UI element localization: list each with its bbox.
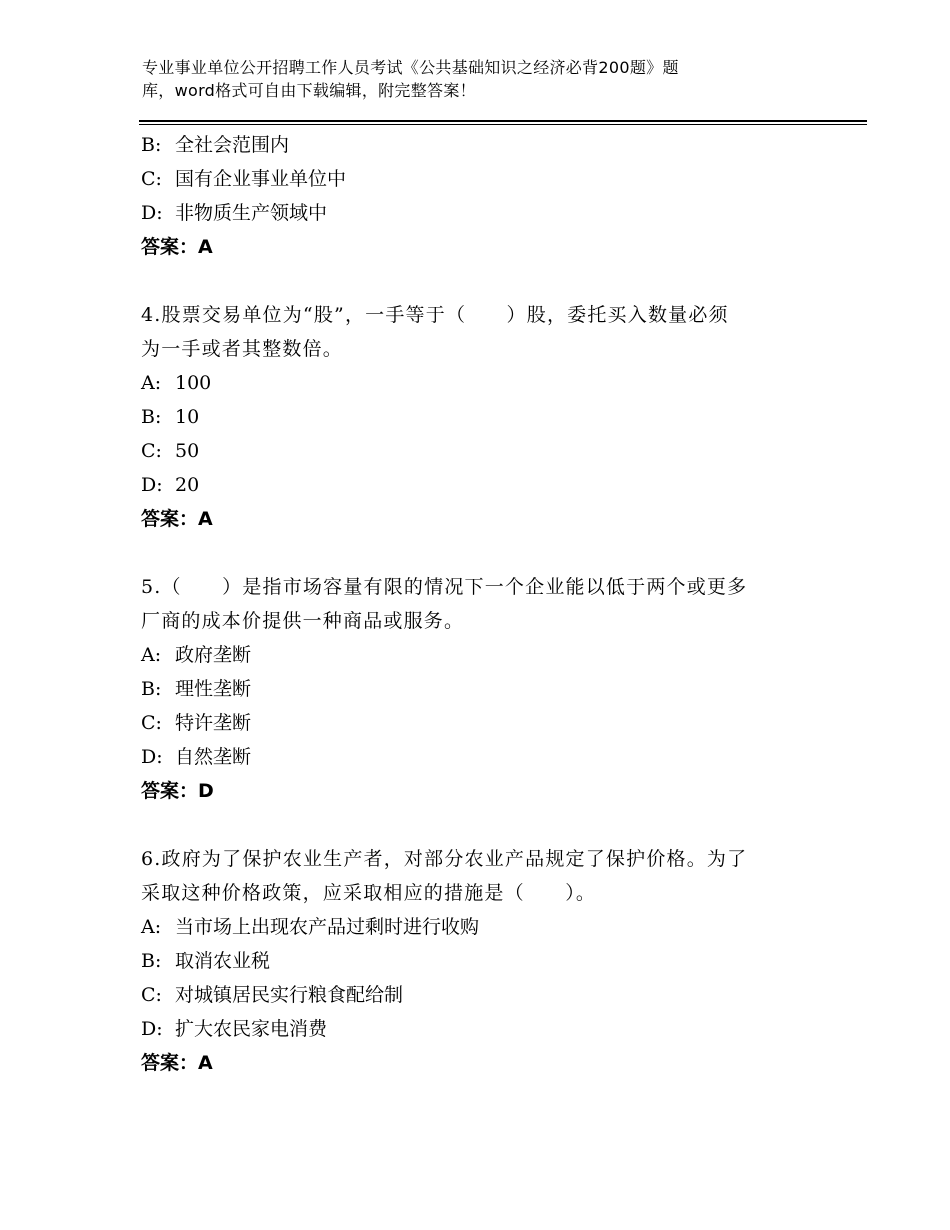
page-header xyxy=(142,56,782,102)
option-text: 50 xyxy=(175,440,200,462)
header-title-line-1: 专业事业单位公开招聘工作人员考试《公共基础知识之经济必背200题》题 xyxy=(142,58,679,77)
option-a xyxy=(141,366,811,400)
option-b xyxy=(141,400,811,434)
question-list xyxy=(141,128,811,1080)
option-letter: C: xyxy=(141,712,162,734)
question-stem-line-2: 采取这种价格政策，应采取相应的措施是（ ）。 xyxy=(141,882,597,904)
option-text: 自然垄断 xyxy=(175,746,252,768)
option-c xyxy=(141,434,811,468)
option-text: 当市场上出现农产品过剩时进行收购 xyxy=(175,916,480,938)
option-text: 特许垄断 xyxy=(175,712,252,734)
option-c xyxy=(141,706,811,740)
header-title-line-2: 库，word格式可自由下载编辑，附完整答案！ xyxy=(142,81,476,100)
option-d xyxy=(141,1012,811,1046)
option-a xyxy=(141,910,811,944)
question-3-continued xyxy=(141,128,811,264)
option-d xyxy=(141,468,811,502)
question-stem-line-2: 厂商的成本价提供一种商品或服务。 xyxy=(141,610,465,632)
option-d xyxy=(141,196,811,230)
option-text: 非物质生产领域中 xyxy=(175,202,328,224)
answer-label: 答案：A xyxy=(141,508,213,530)
spacer xyxy=(141,264,811,298)
header-divider-thin xyxy=(139,124,867,125)
question-stem-line-1: 4.股票交易单位为“股”，一手等于（ ）股，委托买入数量必须 xyxy=(141,304,729,326)
option-letter: A: xyxy=(141,372,162,394)
option-text: 对城镇居民实行粮食配给制 xyxy=(175,984,404,1006)
option-letter: C: xyxy=(141,168,162,190)
option-text: 国有企业事业单位中 xyxy=(175,168,347,190)
spacer xyxy=(141,536,811,570)
spacer xyxy=(141,808,811,842)
option-a xyxy=(141,638,811,672)
option-b xyxy=(141,944,811,978)
option-text: 20 xyxy=(175,474,200,496)
option-letter: B: xyxy=(141,134,162,156)
question-4 xyxy=(141,298,811,536)
option-text: 全社会范围内 xyxy=(175,134,290,156)
option-text: 政府垄断 xyxy=(175,644,252,666)
option-b xyxy=(141,128,811,162)
option-text: 取消农业税 xyxy=(175,950,271,972)
option-letter: B: xyxy=(141,950,162,972)
option-d xyxy=(141,740,811,774)
option-c xyxy=(141,162,811,196)
option-letter: D: xyxy=(141,1018,163,1040)
option-text: 理性垄断 xyxy=(175,678,252,700)
option-letter: D: xyxy=(141,202,163,224)
answer-label: 答案：A xyxy=(141,1052,213,1074)
option-letter: C: xyxy=(141,984,162,1006)
option-letter: C: xyxy=(141,440,162,462)
option-b xyxy=(141,672,811,706)
question-stem-line-1: 5.（ ）是指市场容量有限的情况下一个企业能以低于两个或更多 xyxy=(141,576,748,598)
header-divider-thick xyxy=(139,120,867,122)
option-letter: D: xyxy=(141,474,163,496)
option-c xyxy=(141,978,811,1012)
option-text: 100 xyxy=(175,372,212,394)
question-stem-line-2: 为一手或者其整数倍。 xyxy=(141,338,344,360)
option-letter: B: xyxy=(141,406,162,428)
question-stem-line-1: 6.政府为了保护农业生产者，对部分农业产品规定了保护价格。为了 xyxy=(141,848,748,870)
answer-label: 答案：D xyxy=(141,780,214,802)
question-5 xyxy=(141,570,811,808)
option-letter: D: xyxy=(141,746,163,768)
option-text: 扩大农民家电消费 xyxy=(175,1018,328,1040)
option-text: 10 xyxy=(175,406,200,428)
answer-label: 答案：A xyxy=(141,236,213,258)
option-letter: A: xyxy=(141,644,162,666)
question-6 xyxy=(141,842,811,1080)
option-letter: B: xyxy=(141,678,162,700)
option-letter: A: xyxy=(141,916,162,938)
